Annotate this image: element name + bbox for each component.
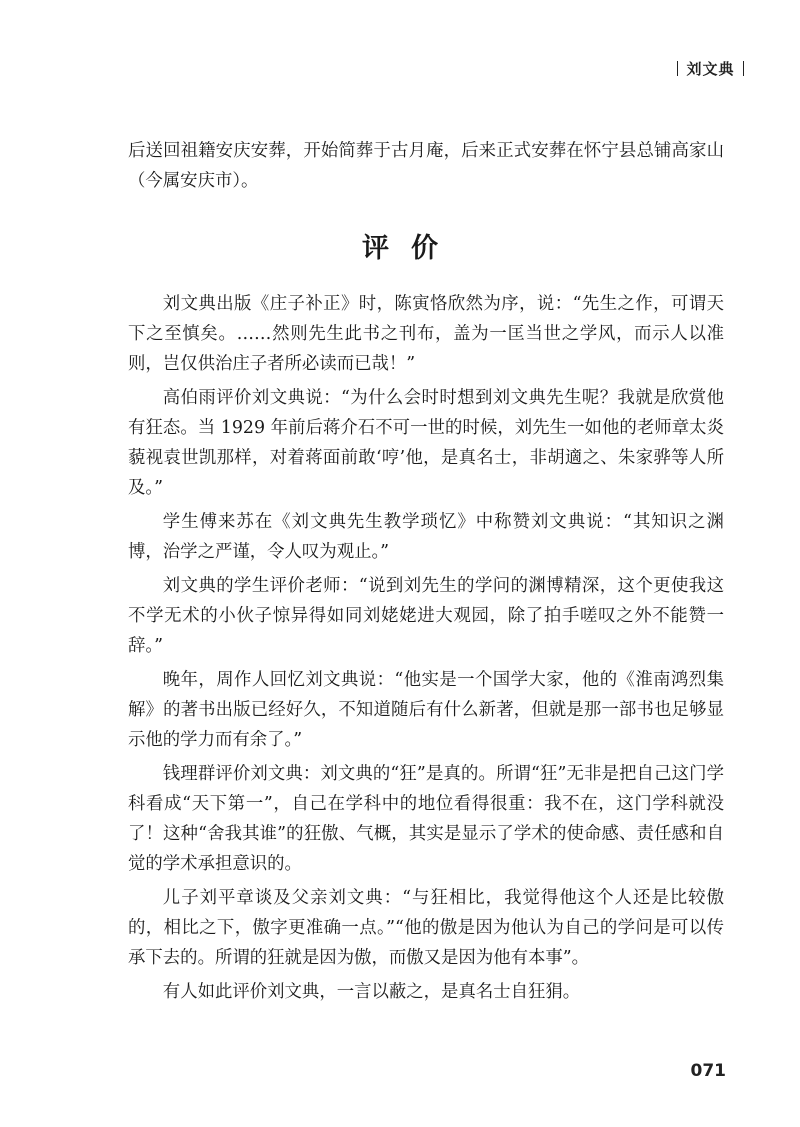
paragraph-summary: 有人如此评价刘文典，一言以蔽之，是真名士自狂狷。 xyxy=(162,982,581,1002)
paragraph-zhou-zuoren: 晚年，周作人回忆刘文典说：“他实是一个国学大家，他的《淮南鸿烈集解》的著书出版已经好久，不知道随后有什么新著，但就是那一部书也足够显示他的学力而有余了。” xyxy=(128,670,724,750)
running-head-right-rule xyxy=(743,61,745,76)
running-head-author: 刘文典 xyxy=(686,60,735,78)
page-number: 071 xyxy=(690,1061,726,1081)
paragraph-liu-pingzhang: 儿子刘平章谈及父亲刘文典：“与狂相比，我觉得他这个人还是比较傲的，相比之下，傲字更准确一点。”“他的傲是因为他认为自己的学问是可以传承下去的。所谓的狂就是因为傲，而傲又是因为他有本事”。 xyxy=(128,888,724,968)
opening-paragraph: 后送回祖籍安庆安葬，开始简葬于古月庵，后来正式安葬在怀宁县总铺高家山（今属安庆市）。 xyxy=(128,141,724,191)
section-body xyxy=(128,289,724,1011)
section-title: 评价 xyxy=(362,233,460,264)
paragraph-qian-liqun: 钱理群评价刘文典：刘文典的“狂”是真的。所谓“狂”无非是把自己这门学科看成“天下第一”，自己在学科中的地位看得很重：我不在，这门学科就没了！这种“舍我其谁”的狂傲、气概，其实是显示了学术的使命感、责任感和自觉的学术承担意识的。 xyxy=(128,764,724,874)
paragraph-gao-boyu: 高伯雨评价刘文典说：“为什么会时时想到刘文典先生呢？我就是欣赏他有狂态。当 1929 年前后蒋介石不可一世的时候，刘先生一如他的老师章太炎藐视袁世凯那样，对着蒋面前敢‘哼’他，是真名士，非胡適之、朱家骅等人所及。” xyxy=(128,388,724,498)
paragraph-student: 刘文典的学生评价老师：“说到刘先生的学问的渊博精深，这个更使我这不学无术的小伙子惊异得如同刘姥姥进大观园，除了拍手嗟叹之外不能赞一辞。” xyxy=(128,576,724,656)
paragraph-chen-yinke: 刘文典出版《庄子补正》时，陈寅恪欣然为序，说：“先生之作，可谓天下之至慎矣。……然则先生此书之刊布，盖为一匡当世之学风，而示人以准则，岂仅供治庄子者所必读而已哉！” xyxy=(128,294,724,374)
running-head-left-rule xyxy=(677,61,679,76)
running-head xyxy=(669,58,752,79)
paragraph-fu-laisu: 学生傅来苏在《刘文典先生教学琐忆》中称赞刘文典说：“其知识之渊博，治学之严谨，令人叹为观止。” xyxy=(128,512,724,562)
